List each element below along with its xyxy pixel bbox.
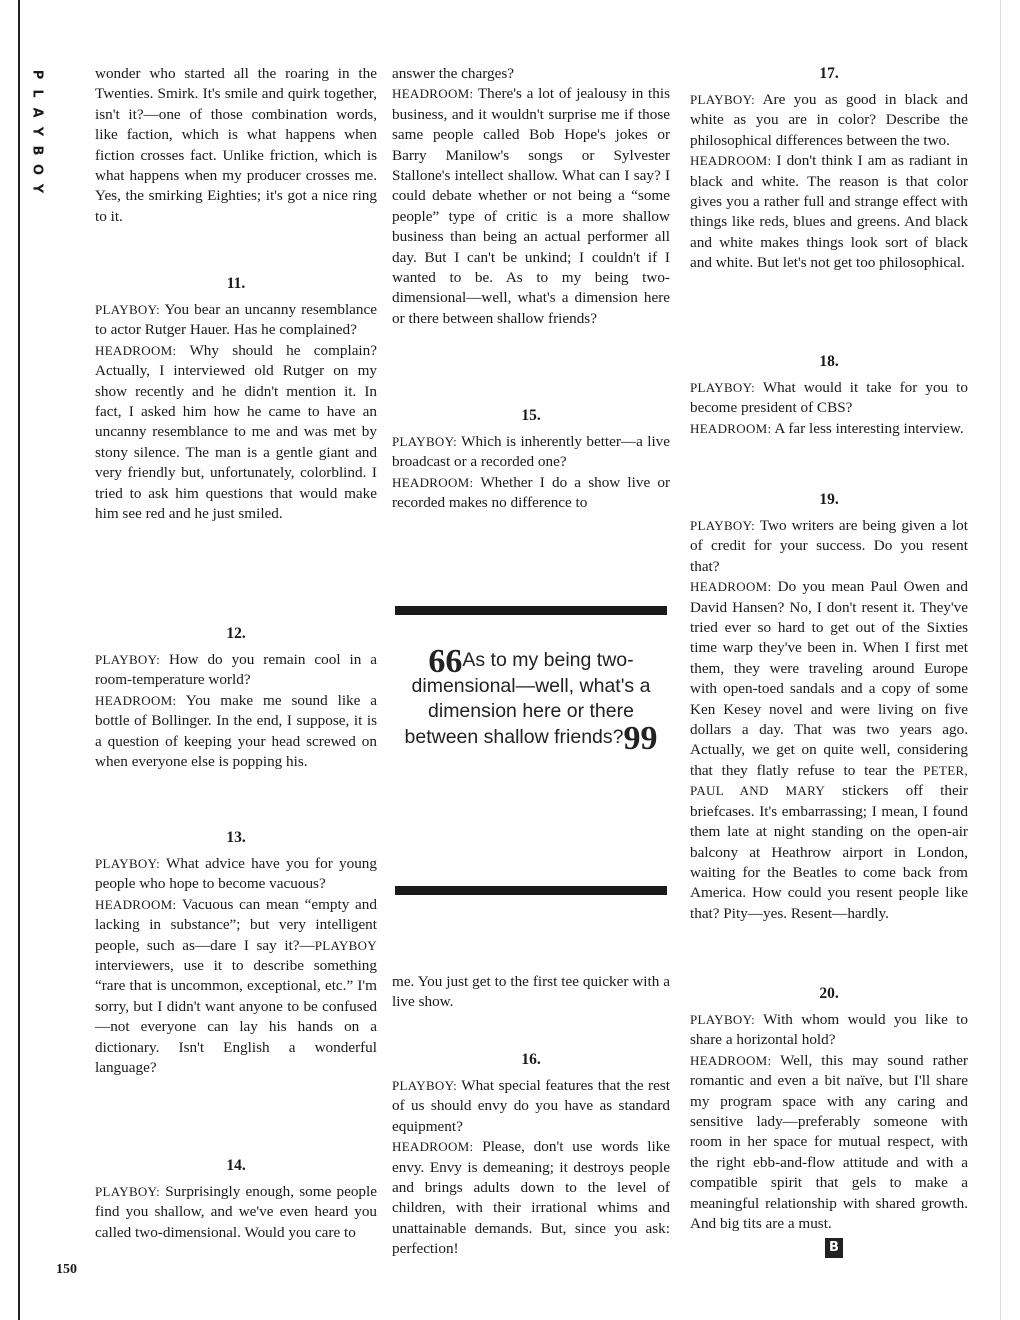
answer-text: I don't think I am as radiant in black and white. The reason is that color gives you a rather full and strange effect with things like reds, blues and greens. And black and white makes things look sort of black and white. But let's not get too philosophical.	[690, 152, 969, 272]
question-text: How do you remain cool in a room-temperature world?	[95, 651, 378, 689]
question-text: With whom would you like to share a horizontal hold?	[690, 1011, 968, 1049]
column-3	[690, 64, 968, 1264]
answer-text: Well, this may sound rather romantic and even a bit naïve, but I'll share my program space with any caring and sensitive lady—preferably someone with room in her space for mutual respect, with the right ebb-and-flow attitude and with a compatible spirit that gels to make a meaningful relationship with shared growth. And big tits are a must.	[690, 1051, 968, 1233]
qa-15	[392, 432, 670, 514]
qa-11	[95, 300, 377, 524]
close-quote-mark: 99	[623, 719, 658, 757]
qa-19	[690, 516, 968, 924]
intro-paragraph	[95, 64, 377, 227]
masthead-letter: O	[29, 163, 45, 176]
speaker-playboy: PLAYBOY:	[690, 380, 756, 395]
qa-15-continued	[392, 972, 670, 1013]
question-text: Two writers are being given a lot of credit for your success. Do you resent that?	[690, 517, 968, 575]
masthead-letter: B	[29, 145, 45, 156]
answer-text: Do you mean Paul Owen and David Hansen? No, I don't resent it. They've tried ever so hard to get out of the Sixties time warp they've been in. When I first met them, they were traveling around Europe with open-toed sandals and a copy of some Ken Kesey novel and were living on five dollars a day. That was two years ago. Actually, we get on quite well, considering that they flatly refuse to tear the	[690, 578, 968, 779]
speaker-playboy: PLAYBOY:	[690, 1012, 756, 1027]
speaker-playboy: PLAYBOY:	[95, 652, 161, 667]
speaker-playboy: PLAYBOY:	[690, 518, 756, 533]
masthead-letter: P	[29, 69, 45, 80]
answer-text: Whether I do a show live or recorded makes no difference to	[392, 473, 670, 512]
qa-14-continued	[392, 64, 670, 329]
speaker-headroom: HEADROOM:	[690, 420, 772, 436]
speaker-headroom: HEADROOM:	[392, 1139, 474, 1155]
question-number-18: 18.	[819, 353, 839, 370]
speaker-playboy: PLAYBOY:	[95, 856, 161, 871]
qa-12	[95, 650, 377, 772]
question-number-11: 11.	[226, 275, 246, 292]
speaker-headroom: HEADROOM:	[392, 474, 474, 490]
playboy-vertical-masthead	[30, 68, 44, 195]
question-number-15: 15.	[521, 407, 541, 424]
intro-text: wonder who started all the roaring in the Twenties. Smirk. It's smile and quirk together, isn't it?—one of those combination words, like faction, which is what happens when fiction crosses fact. Unlike friction, which is what happens when my producer crosses me. Yes, the smirking Eighties; it's got a nice ring to it.	[95, 65, 377, 225]
rabbit-end-mark-icon: B	[825, 1238, 843, 1258]
answer-text-end: me. You just get to the first tee quicker with a live show.	[392, 973, 670, 1011]
answer-text: Why should he complain? Actually, I interviewed old Rutger on my show recently and he didn't mention it. In fact, I asked him how he came to have an uncanny resemblance to me and was met by stony silence. The man is a gentle giant and very friendly but, unfortunately, colorblind. I tried to ask him questions that would make him see red and he just smiled.	[95, 341, 377, 523]
speaker-playboy: PLAYBOY:	[95, 302, 161, 317]
speaker-playboy: PLAYBOY:	[392, 1078, 458, 1093]
pullquote-bottom-bar	[395, 886, 667, 895]
answer-text-cont: stickers off their briefcases. It's embarrassing; I mean, I found them late at night standing on the open-air balcony at Heathrow airport in London, waiting for the Beatles to come back from America. How could you resent people like that? Pity—yes. Resent—hardly.	[690, 782, 968, 922]
question-text: Surprisingly enough, some people find you shallow, and we've even heard you called two-dimensional. Would you care to	[95, 1183, 377, 1241]
question-text: Which is inherently better—a live broadcast or a recorded one?	[392, 433, 670, 471]
question-text: What would it take for you to become president of CBS?	[690, 379, 968, 417]
open-quote-mark: 66	[428, 643, 463, 680]
speaker-headroom: HEADROOM:	[95, 896, 177, 912]
column-1	[95, 64, 377, 1264]
answer-text-cont: interviewers, use it to describe something “rare that is uncommon, exceptional, etc.” I'm sorry, but I didn't want anyone to be confused—not everyone can lay his hands on a dictionary. Isn't English a wonderful language?	[95, 957, 377, 1077]
pullquote	[395, 643, 667, 757]
question-number-20: 20.	[819, 985, 839, 1002]
question-text-end: answer the charges?	[392, 65, 515, 82]
question-number-19: 19.	[819, 491, 839, 508]
speaker-playboy: PLAYBOY:	[392, 434, 458, 449]
speaker-headroom: HEADROOM:	[95, 692, 177, 708]
speaker-headroom: HEADROOM:	[95, 342, 177, 358]
masthead-letter: A	[29, 107, 45, 118]
question-text: What advice have you for young people who hope to become vacuous?	[95, 855, 377, 893]
qa-13	[95, 854, 377, 1078]
speaker-headroom: HEADROOM:	[392, 86, 474, 102]
speaker-headroom: HEADROOM:	[690, 153, 772, 169]
question-text: Are you as good in black and white as you are in color? Describe the philosophical differences between the two.	[690, 91, 968, 149]
masthead-letter: Y	[29, 183, 45, 194]
masthead-letter: L	[29, 89, 45, 98]
pullquote-top-bar	[395, 606, 667, 615]
answer-text: Please, don't use words like envy. Envy is demeaning; it destroys people and brings adults down to the level of children, with their irrational whims and unattainable demands. But, since you ask: perfection!	[392, 1138, 671, 1258]
question-number-16: 16.	[521, 1051, 541, 1068]
qa-14	[95, 1182, 377, 1243]
right-margin-rule	[1000, 0, 1001, 1320]
answer-text: A far less interesting interview.	[774, 419, 964, 437]
speaker-headroom: HEADROOM:	[690, 579, 772, 595]
question-text: You bear an uncanny resemblance to actor Rutger Hauer. Has he complained?	[95, 301, 377, 339]
question-number-14: 14.	[226, 1157, 246, 1174]
qa-18	[690, 378, 968, 439]
playboy-inline-name: PLAYBOY	[314, 937, 377, 953]
speaker-playboy: PLAYBOY:	[690, 92, 756, 107]
answer-text: Vacuous can mean “empty and lacking in substance”; but very intelligent people, such as—dare I say it?—	[95, 895, 377, 954]
band-name-inline: PETER, PAUL AND MARY	[690, 762, 968, 799]
masthead-letter: Y	[29, 126, 45, 137]
pullquote-text: As to my being two-dimensional—well, what's a dimension here or there between shallow friends?	[404, 649, 651, 748]
answer-text: You make me sound like a bottle of Bollinger. In the end, I suppose, it is a question of keeping your head screwed on when everyone else is popping his.	[95, 691, 377, 771]
speaker-playboy: PLAYBOY:	[95, 1184, 161, 1199]
question-number-13: 13.	[226, 829, 246, 846]
question-text: What special features that the rest of us should envy do you have as standard equipment?	[392, 1077, 670, 1135]
qa-20	[690, 1010, 968, 1234]
question-number-12: 12.	[226, 625, 246, 642]
qa-16	[392, 1076, 670, 1260]
qa-17	[690, 90, 968, 274]
question-number-17: 17.	[819, 65, 839, 82]
page-number: 150	[56, 1262, 77, 1277]
answer-text: There's a lot of jealousy in this business, and it wouldn't surprise me if those same people called Bob Hope's jokes or Barry Manilow's songs or Sylvester Stallone's intellect shallow. What can I say? I could debate whether or not being a “some people” type of critic is a more shallow business than being an actual performer all day. But I can't be unkind; I couldn't if I wanted to be. As to my being two-dimensional—well, what's a dimension here or there between shallow friends?	[392, 85, 670, 327]
speaker-headroom: HEADROOM:	[690, 1052, 772, 1068]
left-margin-rule	[18, 0, 20, 1320]
